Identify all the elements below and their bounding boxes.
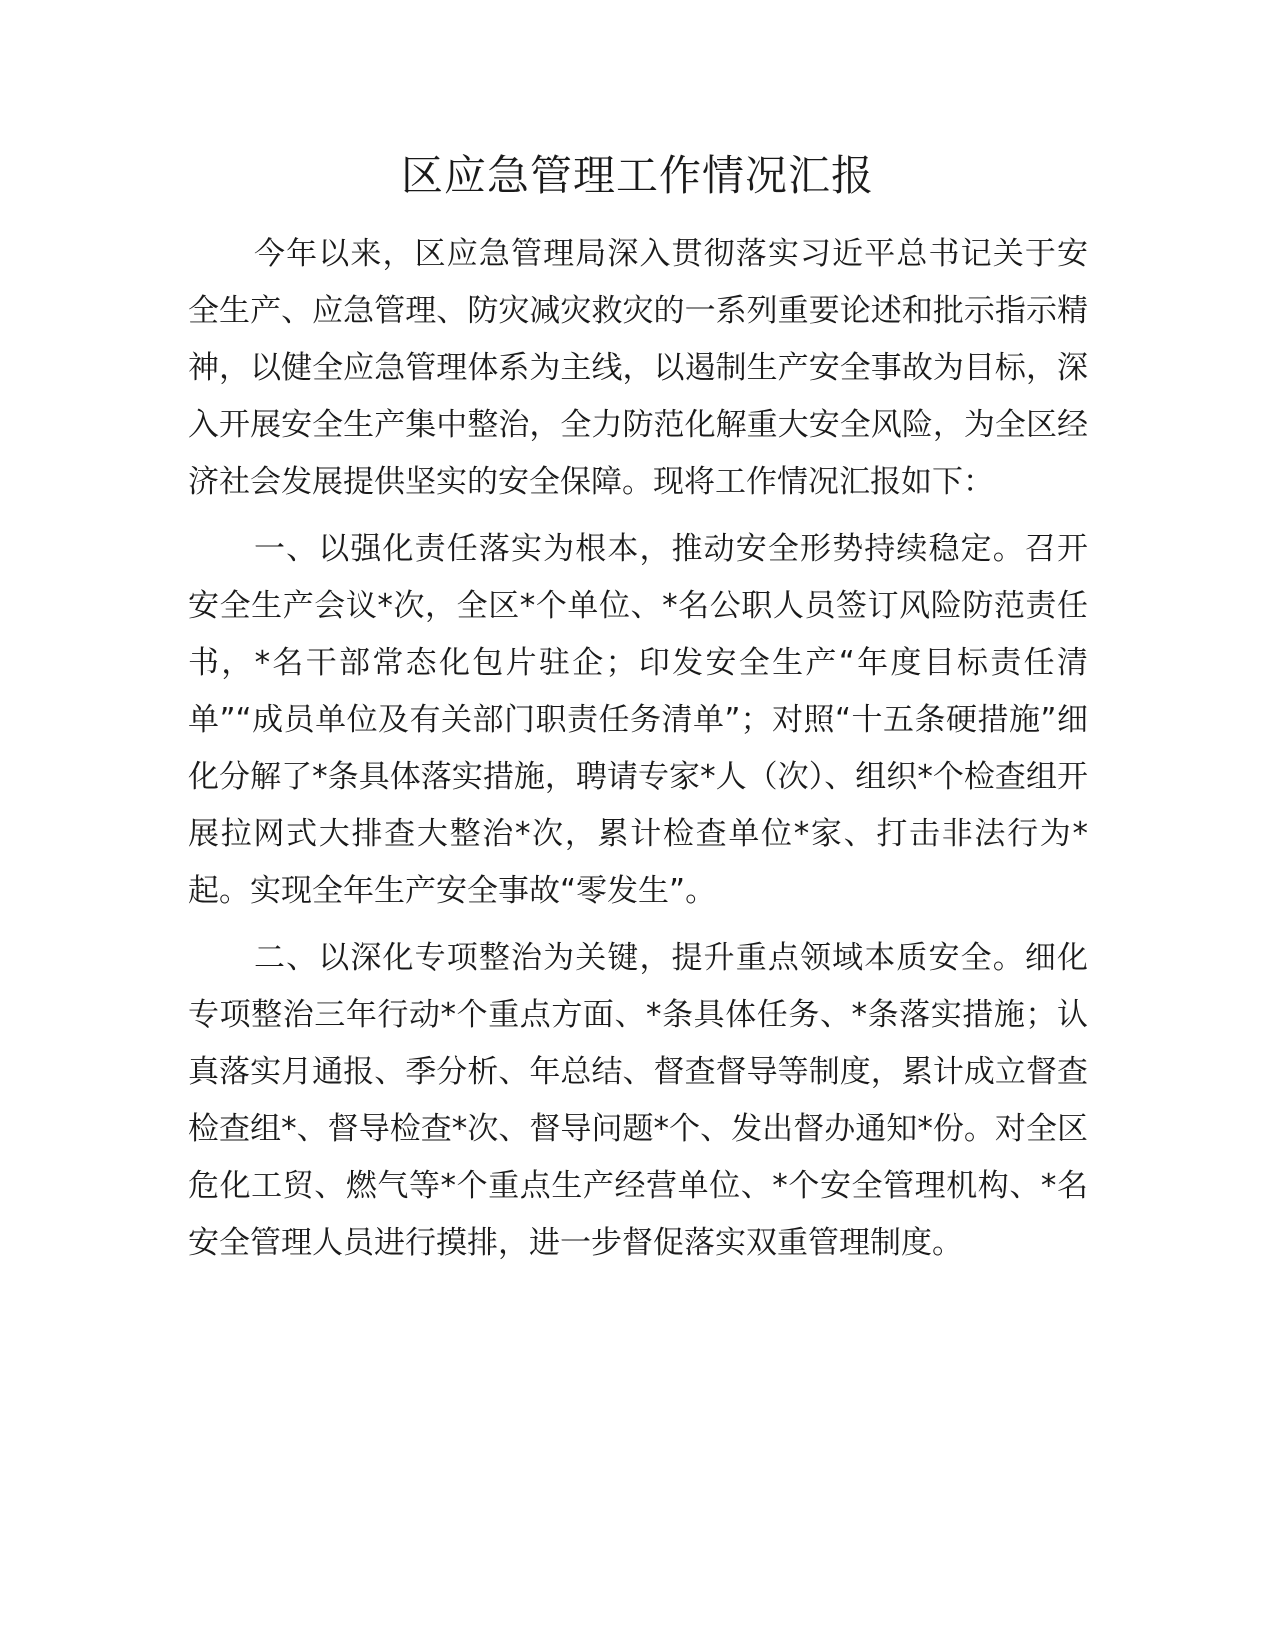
document-body	[188, 226, 1088, 1282]
section-one-paragraph: 一、以强化责任落实为根本，推动安全形势持续稳定。召开安全生产会议*次，全区*个单位、*名公职人员签订风险防范责任书，*名干部常态化包片驻企；印发安全生产“年度目标责任清单”“成员单位及有关部门职责任务清单”；对照“十五条硬措施”细化分解了*条具体落实措施，聘请专家*人（次）、组织*个检查组开展拉网式大排查大整治*次，累计检查单位*家、打击非法行为*起。实现全年生产安全事故“零发生”。	[188, 531, 1088, 909]
section-two-paragraph: 二、以深化专项整治为关键，提升重点领域本质安全。细化专项整治三年行动*个重点方面、*条具体任务、*条落实措施；认真落实月通报、季分析、年总结、督查督导等制度，累计成立督查检查组*、督导检查*次、督导问题*个、发出督办通知*份。对全区危化工贸、燃气等*个重点生产经营单位、*个安全管理机构、*名安全管理人员进行摸排，进一步督促落实双重管理制度。	[188, 940, 1088, 1261]
intro-paragraph: 今年以来，区应急管理局深入贯彻落实习近平总书记关于安全生产、应急管理、防灾减灾救灾的一系列重要论述和批示指示精神，以健全应急管理体系为主线，以遏制生产安全事故为目标，深入开展安全生产集中整治，全力防范化解重大安全风险，为全区经济社会发展提供坚实的安全保障。现将工作情况汇报如下：	[188, 236, 1088, 500]
document-title: 区应急管理工作情况汇报	[400, 151, 874, 200]
